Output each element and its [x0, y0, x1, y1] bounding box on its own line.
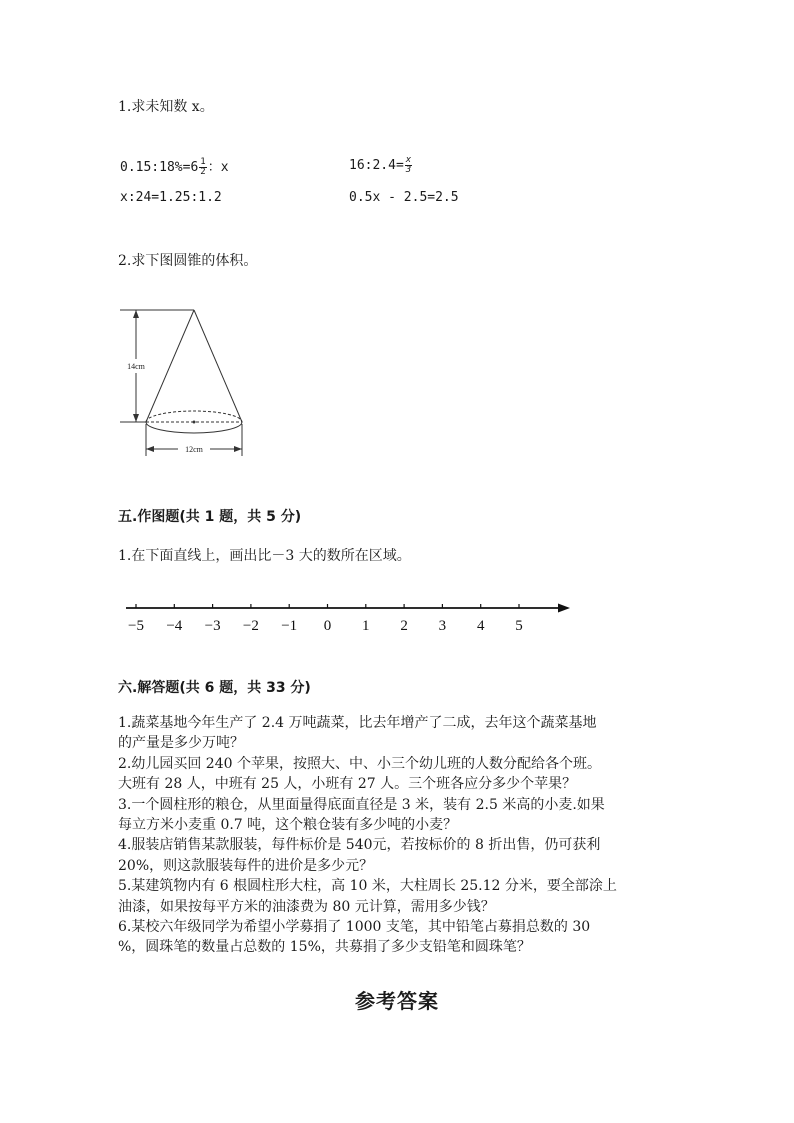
number-line-tick-label: −3: [204, 618, 221, 634]
number-line-tick-label: 4: [476, 618, 485, 634]
q1-title: 1.求未知数 x。: [118, 99, 214, 115]
problem-line: 3.一个圆柱形的粮仓，从里面量得底面直径是 3 米，装有 2.5 米高的小麦.如果: [118, 796, 605, 813]
equation-a: [120, 156, 229, 177]
number-line-tick-label: 3: [438, 618, 447, 634]
problem-line: 的产量是多少万吨？: [118, 735, 244, 752]
problem-line: 每立方米小麦重 0.7 吨，这个粮仓装有多少吨的小麦？: [118, 817, 458, 834]
number-line-arrow: [558, 604, 570, 613]
problem-line: %，圆珠笔的数量占总数的 15%，共募捐了多少支铅笔和圆珠笔？: [118, 939, 531, 956]
problem-line: 5.某建筑物内有 6 根圆柱形大柱，高 10 米，大柱周长 25.12 分米，要全部涂上: [118, 878, 617, 895]
cone-figure: [112, 298, 262, 464]
equation-b: [349, 156, 413, 175]
number-line-tick-label: −5: [128, 618, 144, 634]
diameter-label: 12cm: [185, 445, 203, 454]
number-line-tick-label: 5: [515, 618, 523, 634]
equation-c: x:24=1.25:1.2: [120, 190, 222, 205]
problem-line: 大班有 28 人，中班有 25 人，小班有 27 人。三个班各应分多少个苹果？: [118, 776, 577, 793]
answer-title: 参考答案: [355, 989, 439, 1013]
q2-title: 2.求下图圆锥的体积。: [118, 253, 258, 269]
section5-heading: 五.作图题(共 1 题，共 5 分): [118, 509, 302, 525]
number-line-tick-label: −1: [281, 618, 298, 634]
problem-line: 4.服装店销售某款服装，每件标价是 540元，若按标价的 8 折出售，仍可获利: [118, 837, 601, 854]
equation-a-right: ：x: [207, 160, 229, 175]
section5-q1: 1.在下面直线上，画出比－3 大的数所在区域。: [118, 548, 411, 564]
equation-d: 0.5x - 2.5=2.5: [349, 190, 459, 205]
problem-line: 20%，则这款服装每件的进价是多少元？: [118, 857, 374, 874]
number-line-tick-label: −4: [166, 618, 183, 634]
number-line-tick-label: −2: [242, 618, 259, 634]
problem-line: 6.某校六年级同学为希望小学募捐了 1000 支笔，其中铅笔占募捐总数的 30: [118, 919, 591, 936]
equation-b-fraction: $\frac{x}{3}$: [405, 155, 412, 175]
problem-line: 2.幼儿园买回 240 个苹果，按照大、中、小三个幼儿班的人数分配给各个班。: [118, 755, 601, 772]
number-line-tick-label: 0: [323, 618, 332, 634]
number-line-tick-label: 2: [400, 618, 408, 634]
section6-problems: [118, 713, 698, 958]
equation-a-left: 0.15:18%=6: [120, 160, 199, 175]
number-line-tick-label: 1: [362, 618, 370, 634]
equation-a-fraction: $\frac{1}{2}$: [200, 157, 206, 177]
problem-line: 1.蔬菜基地今年生产了 2.4 万吨蔬菜，比去年增产了二成，去年这个蔬菜基地: [118, 715, 597, 731]
number-line: [118, 598, 578, 638]
height-label: 14cm: [127, 362, 145, 371]
equation-b-left: 16:2.4=: [349, 158, 404, 173]
section6-heading: 六.解答题(共 6 题，共 33 分): [118, 680, 311, 696]
problem-line: 油漆，如果按每平方米的油漆费为 80 元计算，需用多少钱？: [118, 898, 495, 915]
